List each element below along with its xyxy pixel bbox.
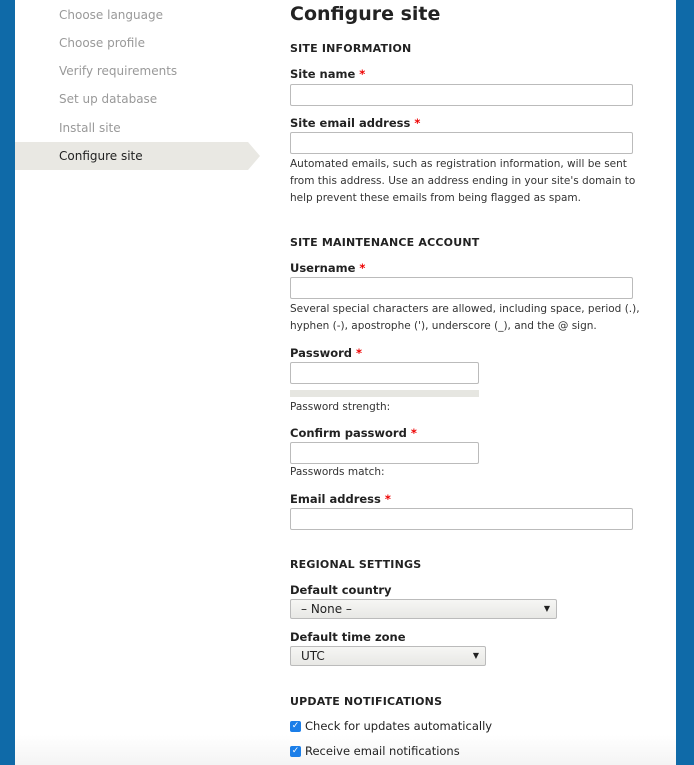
email-notifications-checkbox[interactable] <box>290 744 460 758</box>
step-choose-language: Choose language <box>59 8 163 22</box>
username-help: Several special characters are allowed, including space, period (.), hyphen (-), apostrophe ('), underscore (_), and the @ sign. <box>290 303 640 332</box>
account-email-input[interactable] <box>290 508 633 530</box>
checkbox-checked-icon: ✓ <box>291 720 300 731</box>
default-timezone-label: Default time zone <box>290 630 406 644</box>
check-updates-checkbox[interactable] <box>290 719 492 733</box>
step-set-up-database: Set up database <box>59 92 158 106</box>
email-notifications-label: Receive email notifications <box>305 744 460 758</box>
step-verify-requirements: Verify requirements <box>59 64 178 78</box>
default-timezone-select[interactable]: UTC ▼ <box>290 646 486 666</box>
username-label: Username * <box>290 261 366 275</box>
passwords-match-text: Passwords match: <box>290 466 385 478</box>
step-configure-site: Configure site <box>15 142 248 170</box>
step-choose-profile: Choose profile <box>59 36 146 50</box>
dropdown-arrow-icon: ▼ <box>472 651 479 660</box>
section-site-information: SITE INFORMATION <box>290 42 412 55</box>
section-update-notifications: UPDATE NOTIFICATIONS <box>290 695 443 708</box>
confirm-password-label: Confirm password * <box>290 426 417 440</box>
page-title: Configure site <box>290 3 441 25</box>
default-country-label: Default country <box>290 583 392 597</box>
check-updates-label: Check for updates automatically <box>305 719 493 733</box>
password-strength-text: Password strength: <box>290 401 391 413</box>
default-country-select[interactable]: – None – ▼ <box>290 599 557 619</box>
site-email-help: Automated emails, such as registration information, will be sent from this address. Use an address ending in your site's domain to help prevent these emails from being flagged as spam. <box>290 158 636 204</box>
account-email-label: Email address * <box>290 492 391 506</box>
confirm-password-input[interactable] <box>290 442 479 464</box>
dropdown-arrow-icon: ▼ <box>543 604 550 613</box>
installer-panel <box>15 0 676 765</box>
section-regional-settings: REGIONAL SETTINGS <box>290 558 422 571</box>
password-label: Password * <box>290 346 363 360</box>
password-input[interactable] <box>290 362 479 384</box>
password-strength-bar <box>290 390 479 397</box>
checkbox-checked-icon: ✓ <box>291 745 300 756</box>
section-maintenance-account: SITE MAINTENANCE ACCOUNT <box>290 236 480 249</box>
site-email-label: Site email address * <box>290 116 421 130</box>
site-name-input[interactable] <box>290 84 633 106</box>
site-email-input[interactable] <box>290 132 633 154</box>
username-input[interactable] <box>290 277 633 299</box>
site-name-label: Site name * <box>290 67 366 81</box>
step-install-site: Install site <box>59 121 121 135</box>
